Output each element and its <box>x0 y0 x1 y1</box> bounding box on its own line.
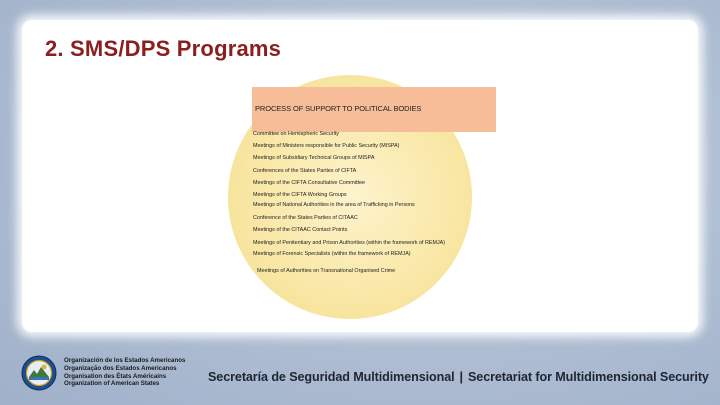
org-name-en: Organization of American States <box>64 380 160 388</box>
oas-seal-icon <box>21 355 57 391</box>
list-item: Conferences of the States Parties of CIFTA <box>253 168 357 174</box>
secretariat-es: Secretaría de Seguridad Multidimensional <box>208 370 455 384</box>
list-item: Meetings of the CIFTA Consultative Committee <box>253 180 365 186</box>
secretariat-banner <box>208 370 709 384</box>
list-item: Meetings of the CITAAC Contact Points <box>253 227 348 233</box>
list-item: Meetings of Forensic Specialists (within the framework of REMJA) <box>253 251 411 257</box>
process-header: PROCESS OF SUPPORT TO POLITICAL BODIES <box>255 104 422 113</box>
list-item: Meetings of the CIFTA Working Groups <box>253 192 347 198</box>
list-item: Meetings of Ministers responsible for Public Security (MISPA) <box>253 143 400 149</box>
list-item: Meetings of Subsidiary Technical Groups of MISPA <box>253 155 375 161</box>
list-item: Meetings of Penitentiary and Prison Authorities (within the framework of REMJA) <box>253 240 446 246</box>
list-item: Committee on Hemispheric Security <box>253 131 339 137</box>
org-name-pt: Organização dos Estados Americanos <box>64 364 177 372</box>
secretariat-en: Secretariat for Multidimensional Security <box>467 370 709 384</box>
secretariat-separator: | <box>459 370 463 384</box>
list-item: Meetings of Authorities on Transnational Organised Crime <box>257 268 396 274</box>
org-name-es: Organización de los Estados Americanos <box>64 357 186 364</box>
list-item: Conference of the States Parties of CITAAC <box>253 215 358 221</box>
list-item: Meetings of National Authorities in the area of Trafficking in Persons <box>253 202 415 208</box>
org-names <box>64 357 186 388</box>
org-name-fr: Organisation des États Américains <box>64 372 167 380</box>
slide-title: 2. SMS/DPS Programs <box>45 36 282 61</box>
